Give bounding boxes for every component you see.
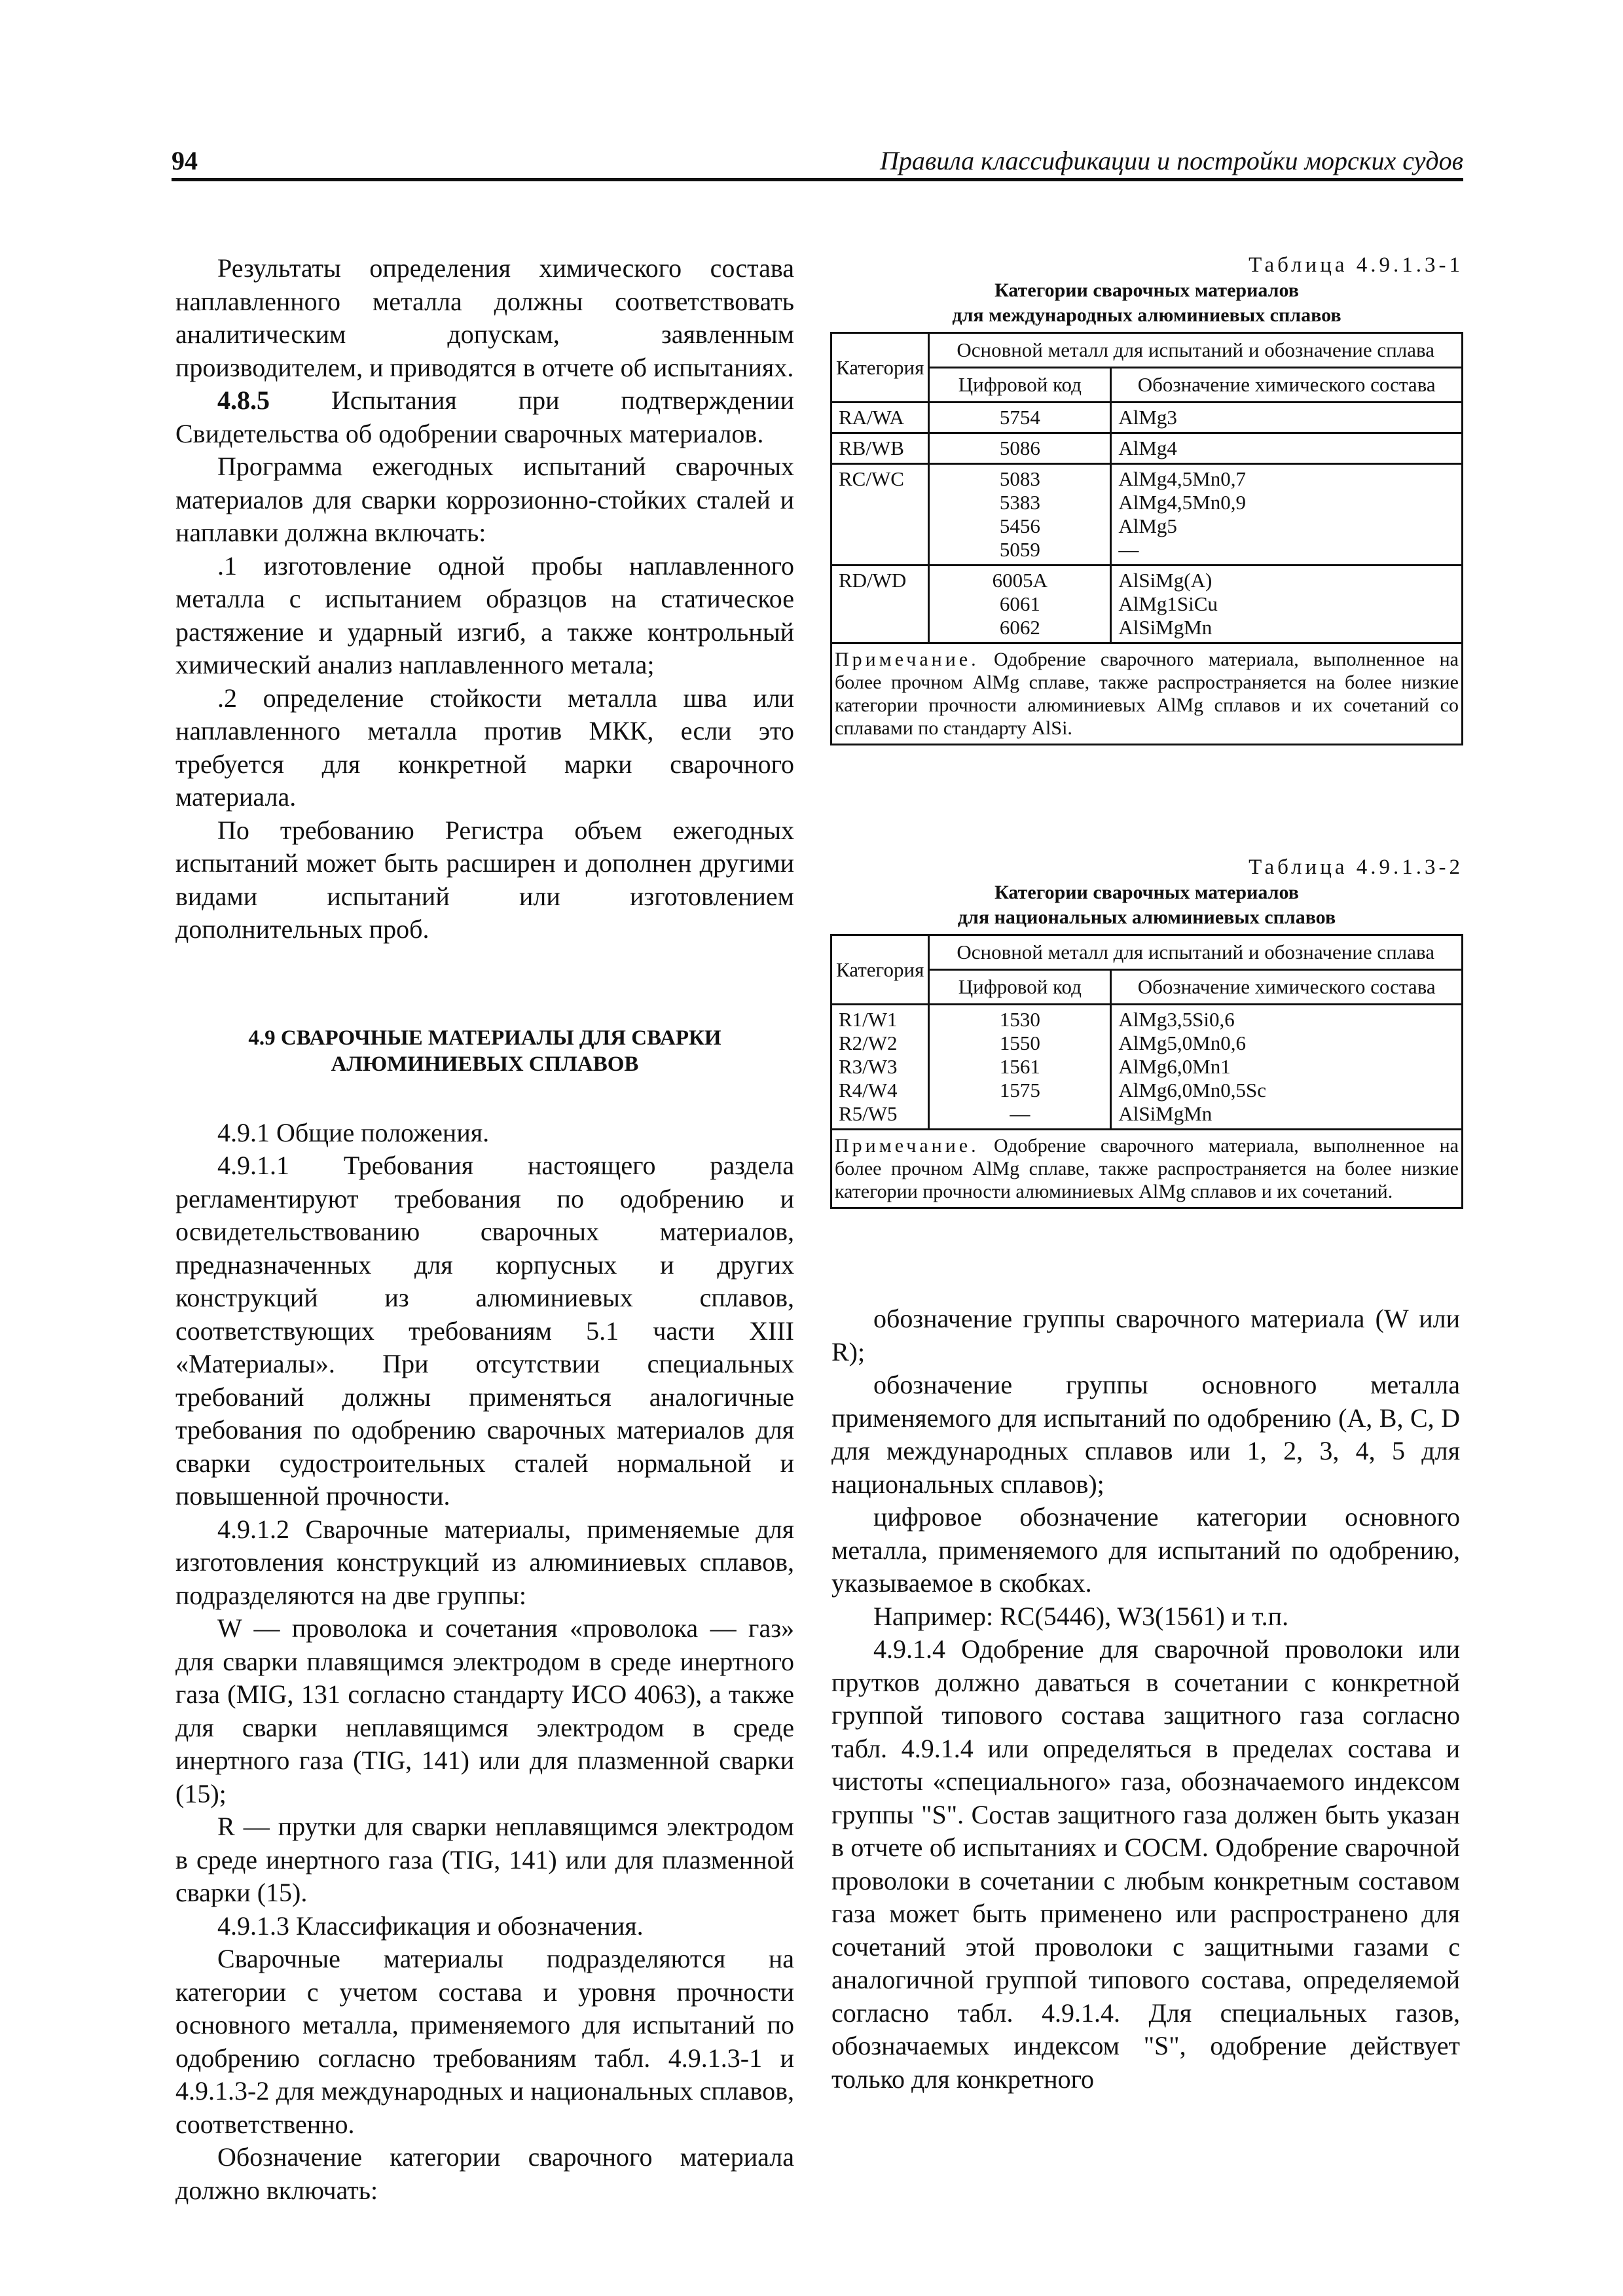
paragraph: обозначение группы основного металла применяемого для испытаний по одобрению (A, B, C, D для международных сплавов или 1, 2, 3, 4, 5 для национальных сплавов);: [831, 1370, 1460, 1499]
paragraph: [175, 384, 794, 450]
paragraph: R — прутки для сварки неплавящимся электродом в среде инертного газа (TIG, 141) или для плазменной сварки (15).: [175, 1812, 794, 1907]
chem-value: AlMg5: [1118, 514, 1177, 537]
paragraph: Результаты определения химического состава наплавленного металла должны соответствовать аналитическим допускам, заявленным производителем, и приводятся в отчете об испытаниях.: [175, 253, 794, 382]
header-base-metal: Основной металл для испытаний и обозначение сплава: [929, 333, 1463, 368]
header-code: Цифровой код: [929, 970, 1111, 1005]
paragraph: [175, 1117, 794, 1150]
table-title-line2: для национальных алюминиевых сплавов: [957, 906, 1336, 928]
chem-value: AlMg6,0Mn1: [1118, 1055, 1231, 1078]
table-international: [830, 252, 1463, 745]
clause-text: Одобрение для сварочной проволоки или прутков должно даваться в сочетании с конкретной группой типового состава защитного газа согласно табл. 4.9.1.4 или определяться в пределах состава и чистоты «специального» газа, обозначаемого индексом группы "S". Состав защитного газа должен быть указан в отчете об испытаниях и СОСМ. Одобрение сварочной проволоки в сочетании с любым конкретным составом газа может быть применено или распространено для сочетаний этой проволоки с защитными газами с аналогичной группой типового состава, определяемой согласно табл. 4.9.1.4. Для специальных газов, обозначаемых индексом "S", одобрение действует только для конкретного: [831, 1634, 1460, 2094]
cell-code: 5086: [929, 433, 1111, 464]
chem-value: AlMg3,5Si0,6: [1118, 1008, 1235, 1031]
code-value: 1561: [999, 1055, 1040, 1078]
data-table: [830, 332, 1463, 745]
table-note: [831, 643, 1463, 745]
chem-value: AlMg4,5Mn0,9: [1118, 491, 1246, 514]
clause-text: Классификация и обозначения.: [289, 1910, 644, 1941]
table-row: [831, 403, 1463, 433]
header-base-metal: Основной металл для испытаний и обозначение сплава: [929, 935, 1463, 970]
code-value: 6005A: [992, 569, 1048, 592]
paragraph: Например: RC(5446), W3(1561) и т.п.: [873, 1601, 1289, 1631]
table-number: Таблица 4.9.1.3-2: [1249, 855, 1463, 879]
table-row: [831, 565, 1463, 643]
code-value: 5083: [999, 467, 1040, 490]
clause-text: Испытания при подтверждении Свидетельства об одобрении сварочных материалов.: [175, 386, 794, 448]
note-text: Одобрение сварочного материала, выполненное на более прочном AlMg сплаве, также распространяется на более низкие категории прочности алюминиевых AlMg сплавов и их сочетаний.: [835, 1135, 1459, 1202]
chem-value: AlMg4,5Mn0,7: [1118, 467, 1246, 490]
code-value: 5059: [999, 538, 1040, 561]
table-row: [831, 433, 1463, 464]
cell-category: RD/WD: [831, 565, 929, 643]
header-code: Цифровой код: [929, 368, 1111, 403]
clause-number: 4.9.1: [217, 1117, 270, 1147]
table-number: Таблица 4.9.1.3-1: [1249, 253, 1463, 277]
cell-chem: AlMg4: [1111, 433, 1463, 464]
cell-code: [929, 1005, 1111, 1130]
running-title: Правила классификации и постройки морских судов: [879, 146, 1463, 175]
clause-number: 4.9.1.3: [217, 1910, 289, 1941]
table-title-line2: для международных алюминиевых сплавов: [952, 304, 1341, 326]
clause-number: 4.9.1.4: [873, 1634, 945, 1664]
table-title-line1: Категории сварочных материалов: [994, 882, 1299, 903]
table-note: [831, 1130, 1463, 1208]
category-value: R3/W3: [839, 1055, 898, 1078]
table-national: [830, 854, 1463, 1209]
code-value: 6061: [999, 592, 1040, 615]
chem-value: AlSiMgMn: [1118, 1102, 1213, 1125]
code-value: 5456: [999, 514, 1040, 537]
left-column: [175, 252, 794, 2207]
page-number: 94: [172, 146, 198, 175]
paragraph: цифровое обозначение категории основного металла, применяемого для испытаний по одобрению, указываемое в скобках.: [831, 1502, 1460, 1598]
clause-number: 4.9.1.1: [217, 1151, 289, 1180]
table-row: [831, 1005, 1463, 1130]
table-row: [831, 464, 1463, 565]
note-label: Примечание.: [835, 649, 979, 670]
paragraph: .2 определение стойкости металла шва или наплавленного металла против МКК, если это требуется для конкретной марки сварочного материала.: [175, 683, 794, 812]
table-title-line1: Категории сварочных материалов: [994, 279, 1299, 301]
paragraph: [175, 1149, 794, 1513]
clause-number: 4.8.5: [217, 386, 270, 415]
category-value: R4/W4: [839, 1079, 898, 1102]
chem-value: —: [1118, 538, 1139, 561]
paragraph: Обозначение категории сварочного материала должно включать:: [175, 2142, 794, 2205]
clause-text: Сварочные материалы, применяемые для изготовления конструкций из алюминиевых сплавов, подразделяются на две группы:: [175, 1514, 794, 1610]
header-chem: Обозначение химического состава: [1111, 368, 1463, 403]
code-value: 1575: [999, 1079, 1040, 1102]
chem-value: AlSiMgMn: [1118, 616, 1213, 639]
right-column: [831, 1302, 1460, 2096]
paragraph: [175, 1910, 794, 1943]
data-table: [830, 934, 1463, 1209]
header-category: Категория: [831, 333, 929, 403]
paragraph: [175, 1513, 794, 1613]
cell-code: [929, 565, 1111, 643]
code-value: —: [1010, 1102, 1030, 1125]
cell-chem: [1111, 464, 1463, 565]
header-category: Категория: [831, 935, 929, 1005]
note-text: Одобрение сварочного материала, выполненное на более прочном AlMg сплаве, также распространяется на более низкие категории прочности алюминиевых AlMg сплавов и их сочетаний со сплавами по стандарту AlSi.: [835, 649, 1459, 739]
table-note-row: [831, 643, 1463, 745]
section-title: 4.9 СВАРОЧНЫЕ МАТЕРИАЛЫ ДЛЯ СВАРКИ АЛЮМИНИЕВЫХ СПЛАВОВ: [248, 1026, 721, 1076]
paragraph: [831, 1633, 1460, 2096]
cell-chem: [1111, 565, 1463, 643]
cell-category: RA/WA: [831, 403, 929, 433]
paragraph: обозначение группы сварочного материала (W или R);: [831, 1304, 1460, 1367]
cell-category: [831, 1005, 929, 1130]
chem-value: AlMg5,0Mn0,6: [1118, 1031, 1246, 1054]
chem-value: AlSiMg(A): [1118, 569, 1213, 592]
note-label: Примечание.: [835, 1135, 979, 1157]
category-value: R5/W5: [839, 1102, 898, 1125]
chem-value: AlMg1SiCu: [1118, 592, 1218, 615]
cell-category: RB/WB: [831, 433, 929, 464]
table-note-row: [831, 1130, 1463, 1208]
paragraph: W — проволока и сочетания «проволока — газ» для сварки плавящимся электродом в среде инертного газа (MIG, 131 согласно стандарту ИСО 4063), а также для сварки неплавящимся электродом в среде инертного газа (TIG, 141) или для плазменной сварки (15);: [175, 1613, 794, 1808]
category-value: R2/W2: [839, 1031, 898, 1054]
paragraph: По требованию Регистра объем ежегодных испытаний может быть расширен и дополнен другими видами испытаний или изготовлением дополнительных проб.: [175, 815, 794, 944]
clause-text: Общие положения.: [270, 1117, 490, 1147]
category-value: R1/W1: [839, 1008, 898, 1031]
code-value: 6062: [999, 616, 1040, 639]
code-value: 1530: [999, 1008, 1040, 1031]
cell-code: 5754: [929, 403, 1111, 433]
paragraph: Сварочные материалы подразделяются на категории с учетом состава и уровня прочности основного металла, применяемого для испытаний по одобрению согласно требованиям табл. 4.9.1.3-1 и 4.9.1.3-2 для международных и национальных сплавов, соответственно.: [175, 1944, 794, 2139]
cell-category: RC/WC: [831, 464, 929, 565]
paragraph: .1 изготовление одной пробы наплавленного металла с испытанием образцов на статическое растяжение и ударный изгиб, а также контрольный химический анализ наплавленного метала;: [175, 550, 794, 679]
clause-text: Требования настоящего раздела регламентируют требования по одобрению и освидетельствованию сварочных материалов, предназначенных для корпусных и других конструкций из алюминиевых сплавов, соответствующих требованиям 5.1 части XIII «Материалы». При отсутствии специальных требований должны применяться аналогичные требования по одобрению сварочных материалов для сварки судостроительных сталей нормальной и повышенной прочности.: [175, 1151, 794, 1511]
header-rule: [172, 178, 1463, 181]
chem-value: AlMg6,0Mn0,5Sc: [1118, 1079, 1266, 1102]
cell-chem: AlMg3: [1111, 403, 1463, 433]
cell-chem: [1111, 1005, 1463, 1130]
cell-code: [929, 464, 1111, 565]
header-chem: Обозначение химического состава: [1111, 970, 1463, 1005]
clause-number: 4.9.1.2: [217, 1514, 289, 1544]
paragraph: Программа ежегодных испытаний сварочных материалов для сварки коррозионно-стойких сталей и наплавки должна включать:: [175, 452, 794, 547]
code-value: 1550: [999, 1031, 1040, 1054]
code-value: 5383: [999, 491, 1040, 514]
